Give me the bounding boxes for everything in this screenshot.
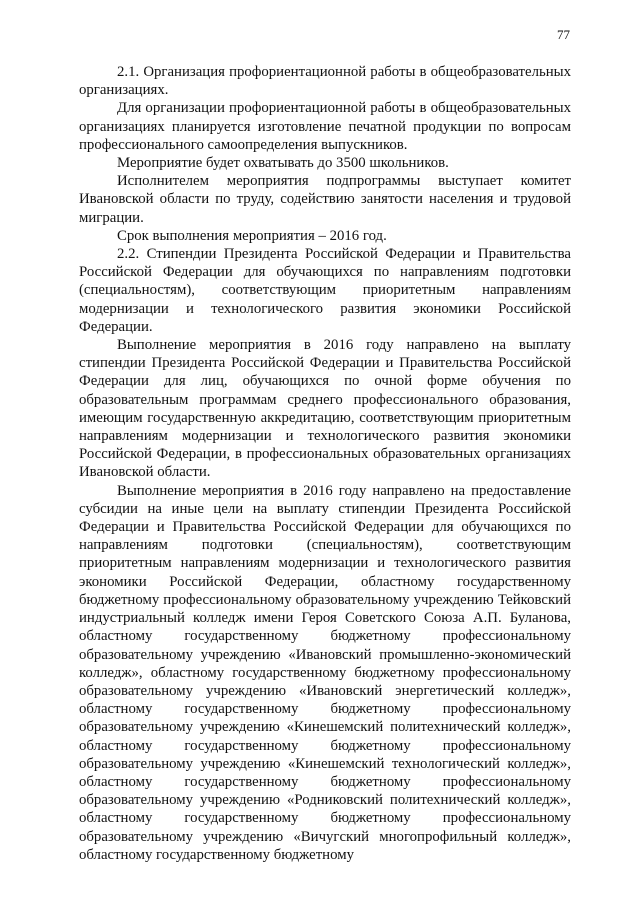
paragraph-career-guidance: Для организации профориентационной работы в общеобразовательных организациях планируется изготовление печатной продукции по вопросам профессионального самоопределения выпускников. bbox=[79, 100, 571, 153]
section-2-1-heading: 2.1. Организация профориентационной работы в общеобразовательных организациях. bbox=[79, 64, 571, 99]
section-2-2-heading: 2.2. Стипендии Президента Российской Федерации и Правительства Российской Федерации для обучающихся по направлениям подготовки (специальностям), соответствующим приоритетным направлениям модернизации и технологического развития экономики Российской Федерации. bbox=[79, 246, 571, 335]
document-body bbox=[79, 63, 571, 864]
page-number: 77 bbox=[557, 27, 570, 42]
paragraph-scholarship-payment: Выполнение мероприятия в 2016 году направлено на выплату стипендии Президента Российской Федерации и Правительства Российской Федерации для лиц, обучающихся по очной форме обучения по образовательным программам среднего профессионального образования, имеющим государственную аккредитацию, соответствующим приоритетным направлениям модернизации и технологического развития экономики Российской Федерации, в профессиональных образовательных организациях Ивановской области. bbox=[79, 337, 571, 481]
paragraph-subsidy: Выполнение мероприятия в 2016 году направлено на предоставление субсидии на иные цели на выплату стипендии Президента Российской Федерации и Правительства Российской Федерации для обучающихся по направлениям подготовки (специальностям), соответствующим приоритетным направлениям модернизации и технологического развития экономики Российской Федерации, областному государственному бюджетному профессиональному образовательному учреждению Тейковский индустриальный колледж имени Героя Советского Союза А.П. Буланова, областному государственному бюджетному профессиональному образовательному учреждению «Ивановский промышленно-экономический колледж», областному государственному бюджетному профессиональному образовательному учреждению «Ивановский энергетический колледж», областному государственному бюджетному профессиональному образовательному учреждению «Кинешемский политехнический колледж», областному государственному бюджетному профессиональному образовательному учреждению «Кинешемский технологический колледж», областному государственному бюджетному профессиональному образовательному учреждению «Родниковский политехнический колледж», областному государственному бюджетному профессиональному образовательному учреждению «Вичугский многопрофильный колледж», областному государственному бюджетному bbox=[79, 482, 571, 863]
paragraph-deadline: Срок выполнения мероприятия – 2016 год. bbox=[117, 227, 387, 244]
paragraph-coverage: Мероприятие будет охватывать до 3500 школьников. bbox=[117, 155, 449, 172]
paragraph-executor: Исполнителем мероприятия подпрограммы выступает комитет Ивановской области по труду, содействию занятости населения и трудовой миграции. bbox=[79, 173, 571, 226]
